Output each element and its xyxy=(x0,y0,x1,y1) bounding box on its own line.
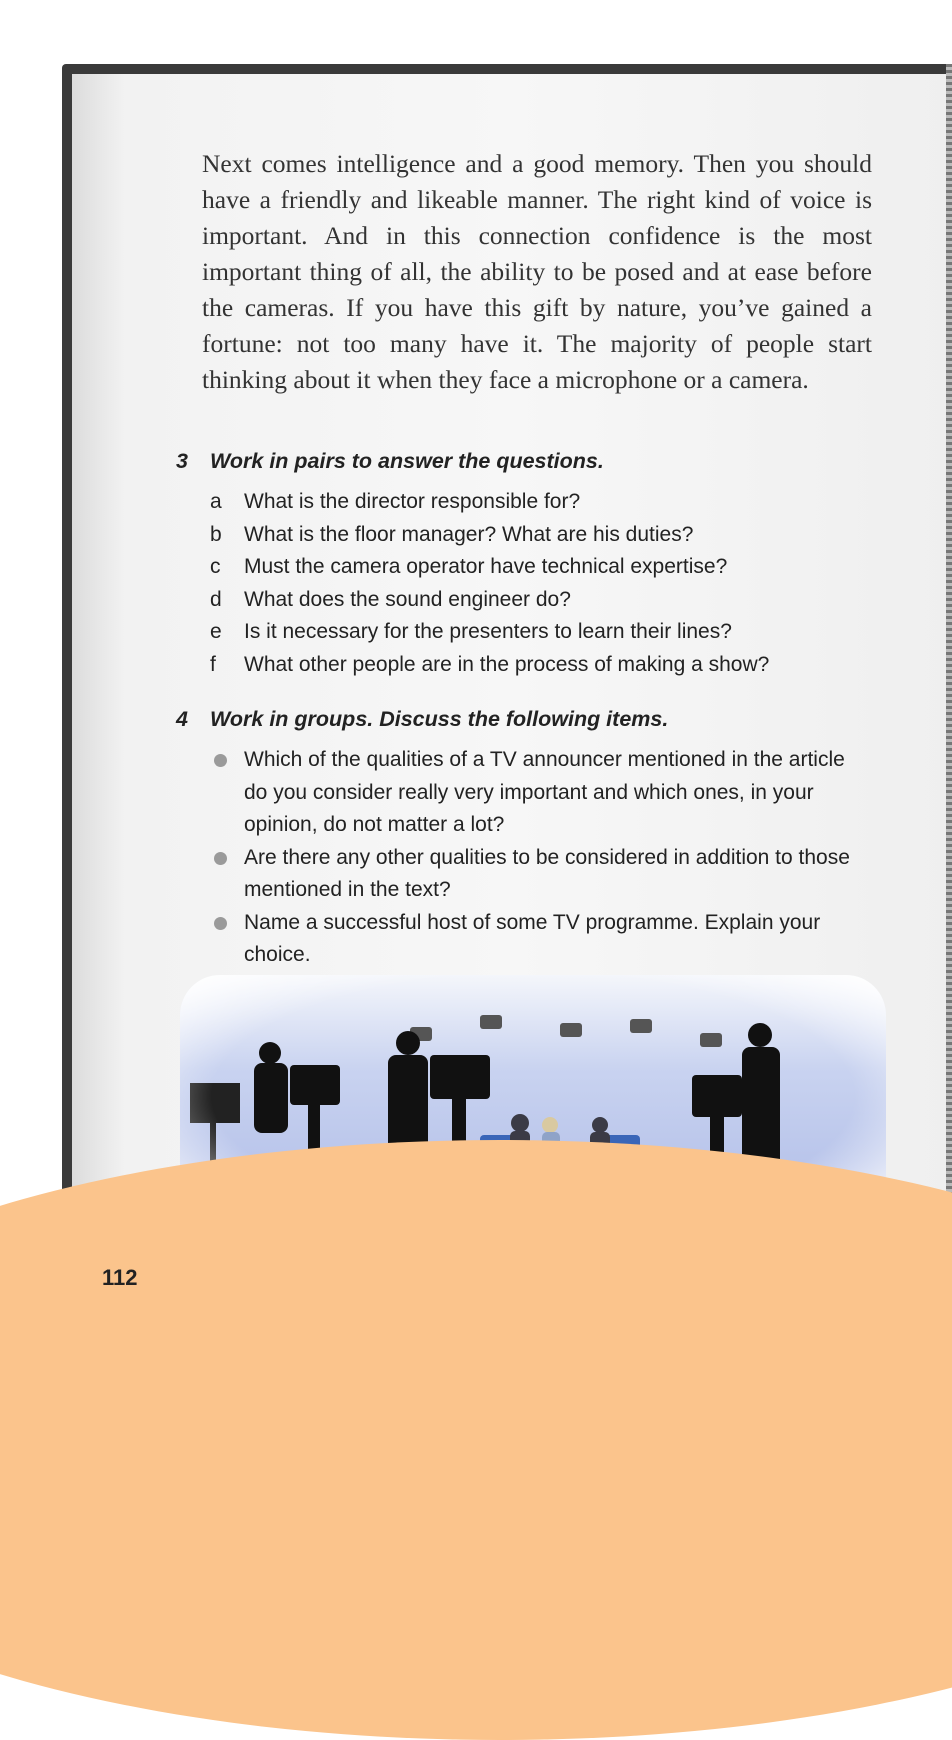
bullet-icon xyxy=(212,907,244,972)
item-text: Name a successful host of some TV programme. Explain your choice. xyxy=(244,910,821,966)
item-letter: c xyxy=(210,555,221,578)
item-letter: d xyxy=(210,587,222,611)
item-letter: f xyxy=(210,652,216,676)
item-letter: b xyxy=(210,522,222,546)
item-text: Is it necessary for the presenters to learn their lines? xyxy=(244,620,732,643)
item-text: What is the floor manager? What are his duties? xyxy=(244,522,694,546)
item-text: Which of the qualities of a TV announcer mentioned in the article do you consider really very important and which ones, in your opinion, do not matter a lot? xyxy=(244,748,845,836)
task-instruction: Work in pairs to answer the questions. xyxy=(210,449,604,473)
page-number: 112 xyxy=(102,1265,138,1290)
item-letter: e xyxy=(210,620,222,643)
task-instruction: Work in groups. Discuss the following items. xyxy=(210,707,669,731)
reading-paragraph: Next comes intelligence and a good memory. Then you should have a friendly and likeable manner. The right kind of voice is important. And in this connection confidence is the most important thing of all, the ability to be posed and at ease before the cameras. If you have this gift by nature, you’ve gained a fortune: not too many have it. The majority of people start thinking about it when they face a microphone or a camera. xyxy=(202,149,872,394)
question-list xyxy=(210,486,890,681)
page-edge xyxy=(946,64,952,1326)
list-item xyxy=(212,744,872,842)
task-number: 3 xyxy=(176,449,188,473)
list-item xyxy=(210,584,890,617)
task-number: 4 xyxy=(176,707,188,731)
task-4-heading xyxy=(176,707,876,732)
bullet-icon xyxy=(212,744,244,842)
list-item xyxy=(210,551,890,584)
bullet-icon xyxy=(212,842,244,907)
item-text: Must the camera operator have technical expertise? xyxy=(244,555,728,578)
list-item xyxy=(212,842,872,907)
task-3-heading xyxy=(176,449,876,474)
list-item xyxy=(212,907,872,972)
item-text: What other people are in the process of making a show? xyxy=(244,652,770,676)
item-text: What does the sound engineer do? xyxy=(244,587,571,611)
item-text: Are there any other qualities to be considered in addition to those mentioned in the text? xyxy=(244,845,850,901)
discussion-list xyxy=(212,744,872,972)
item-letter: a xyxy=(210,490,222,513)
list-item xyxy=(210,616,890,649)
list-item xyxy=(210,649,890,682)
item-text: What is the director responsible for? xyxy=(244,490,581,513)
list-item xyxy=(210,519,890,552)
decorative-orange-shape xyxy=(0,1140,952,1740)
list-item xyxy=(210,486,890,519)
